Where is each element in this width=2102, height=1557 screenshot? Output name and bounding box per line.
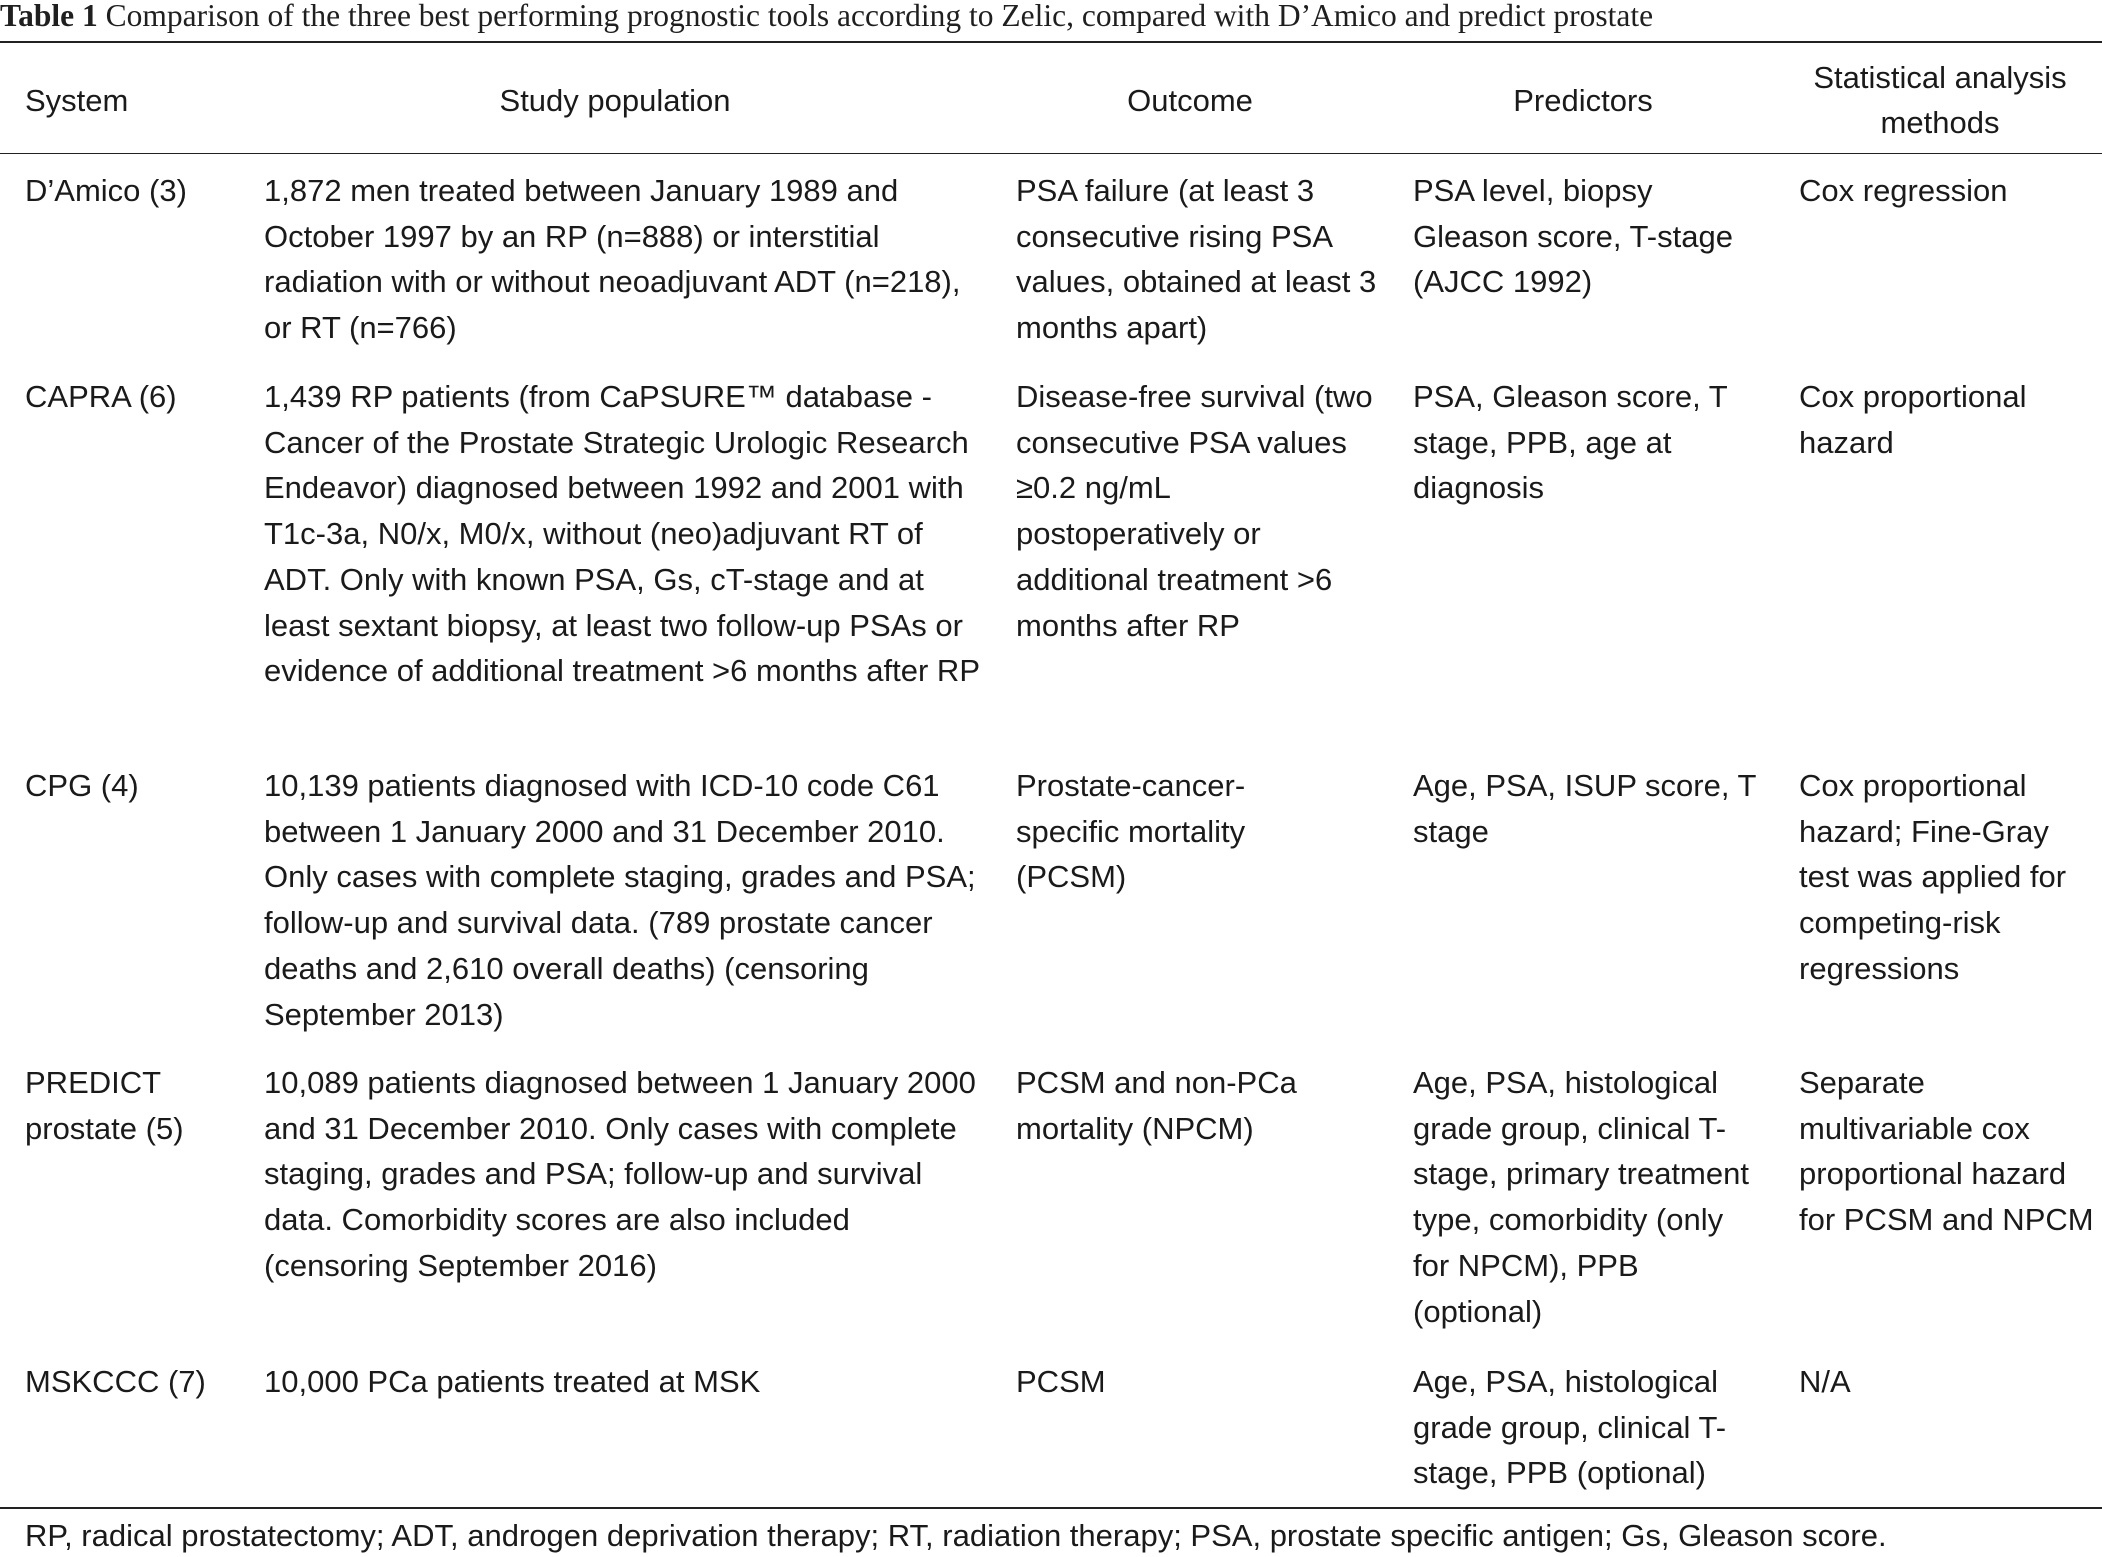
cell-study-population: 1,872 men treated between January 1989 and October 1997 by an RP (n=888) or interstitial radiation with or without neoadjuvant ADT (n=218), or RT (n=766): [264, 173, 961, 346]
table-caption-text: Comparison of the three best performing prognostic tools according to Zelic, compared with D’Amico and predict prostate: [105, 0, 1654, 33]
cell-outcome: PCSM: [1016, 1364, 1106, 1399]
cell-outcome: PSA failure (at least 3 consecutive rising PSA values, obtained at least 3 months apart): [1016, 173, 1377, 346]
cell-outcome: PCSM and non-PCa mortality (NPCM): [1016, 1065, 1297, 1146]
cell-statistical-methods: Cox proportional hazard: [1799, 379, 2027, 460]
header-system: System: [25, 83, 129, 118]
header-statistical-methods: Statistical analysis methods: [1813, 60, 2067, 140]
table-caption: [0, 0, 2102, 40]
cell-system: CAPRA (6): [25, 379, 177, 414]
cell-outcome: Prostate-cancer-specific mortality (PCSM): [1016, 768, 1246, 895]
cell-statistical-methods: Separate multivariable cox proportional hazard for PCSM and NPCM: [1799, 1065, 2094, 1238]
cell-statistical-methods: Cox proportional hazard; Fine-Gray test was applied for competing-risk regressions: [1799, 768, 2067, 986]
table-label: Table 1: [0, 0, 98, 33]
cell-system: CPG (4): [25, 768, 139, 803]
cell-outcome: Disease-free survival (two consecutive PSA values ≥0.2 ng/mL postoperatively or additional treatment >6 months after RP: [1016, 379, 1373, 643]
top-rule: [0, 41, 2102, 43]
cell-predictors: Age, PSA, histological grade group, clinical T-stage, PPB (optional): [1413, 1364, 1727, 1491]
cell-statistical-methods: Cox regression: [1799, 173, 2008, 208]
header-predictors: Predictors: [1513, 83, 1653, 118]
cell-predictors: Age, PSA, ISUP score, T stage: [1413, 768, 1756, 849]
header-rule: [0, 153, 2102, 154]
cell-system: MSKCCC (7): [25, 1364, 206, 1399]
header-outcome: Outcome: [1127, 83, 1253, 118]
cell-predictors: PSA, Gleason score, T stage, PPB, age at diagnosis: [1413, 379, 1728, 506]
header-study-population: Study population: [499, 83, 731, 118]
cell-statistical-methods: N/A: [1799, 1364, 1851, 1399]
cell-predictors: PSA level, biopsy Gleason score, T-stage (AJCC 1992): [1413, 173, 1733, 300]
cell-study-population: 10,139 patients diagnosed with ICD-10 code C61 between 1 January 2000 and 31 December 2010. Only cases with complete staging, grades and PSA; follow-up and survival data. (789 prostate cancer deaths and 2,610 overall deaths) (censoring September 2013): [264, 768, 976, 1032]
cell-system: D’Amico (3): [25, 173, 187, 208]
cell-system: PREDICT prostate (5): [25, 1065, 184, 1146]
bottom-rule: [0, 1507, 2102, 1509]
cell-study-population: 1,439 RP patients (from CaPSURE™ database - Cancer of the Prostate Strategic Urologic Research Endeavor) diagnosed between 1992 and 2001 with T1c-3a, N0/x, M0/x, without (neo)adjuvant RT of ADT. Only with known PSA, Gs, cT-stage and at least sextant biopsy, at least two follow-up PSAs or evidence of additional treatment >6 months after RP: [264, 379, 980, 689]
cell-study-population: 10,000 PCa patients treated at MSK: [264, 1364, 761, 1399]
cell-predictors: Age, PSA, histological grade group, clinical T-stage, primary treatment type, comorbidity (only for NPCM), PPB (optional): [1413, 1065, 1749, 1329]
table-footnote: RP, radical prostatectomy; ADT, androgen deprivation therapy; RT, radiation therapy; PSA, prostate specific antigen; Gs, Gleason score.: [25, 1518, 1887, 1553]
cell-study-population: 10,089 patients diagnosed between 1 January 2000 and 31 December 2010. Only cases with complete staging, grades and PSA; follow-up and survival data. Comorbidity scores are also included (censoring September 2016): [264, 1065, 976, 1283]
